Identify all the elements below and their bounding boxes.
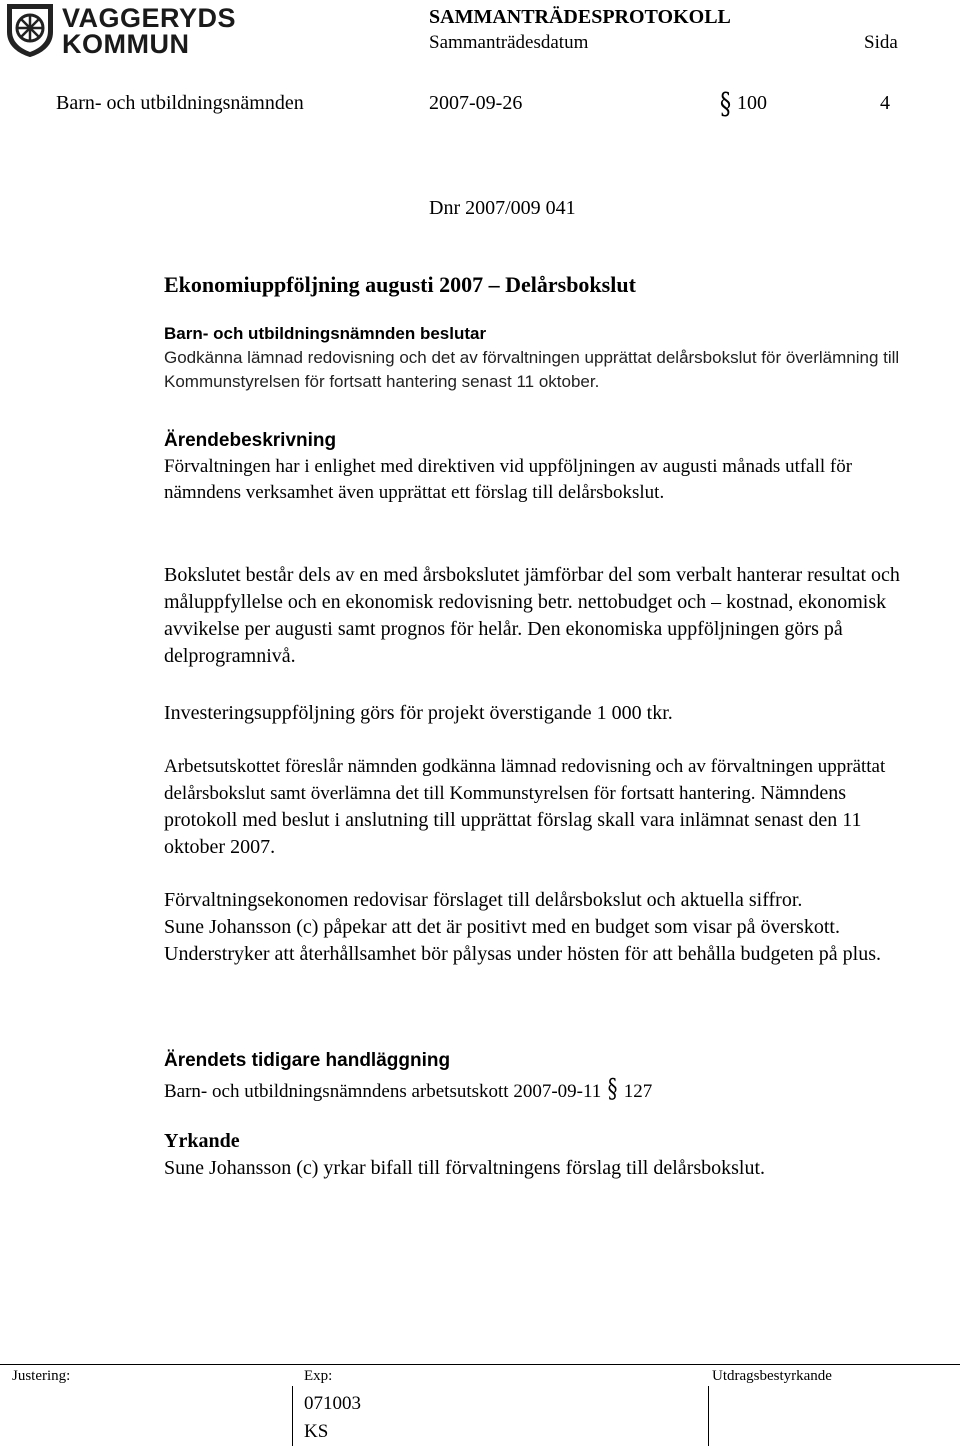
footer-exp: Exp: (304, 1368, 333, 1384)
description-paragraph-4a: Arbetsutskottet föreslår nämnden godkänna lämnad redovisning och av förvaltningen upprättat delårsbokslut samt överlämna det till Kommunstyrelsen för fortsatt hantering. (164, 756, 886, 804)
page-number: 4 (880, 92, 890, 114)
decision-text: Godkänna lämnad redovisning och det av förvaltningen upprättat delårsbokslut för överlämning till Kommunstyrelsen för fortsatt hantering senast 11 oktober. (164, 348, 900, 391)
brand-line-2: KOMMUN (62, 29, 190, 59)
decision-heading: Barn- och utbildningsnämnden beslutar (164, 324, 487, 343)
municipal-coat-of-arms-icon (4, 2, 56, 58)
meeting-date: 2007-09-26 (429, 92, 523, 114)
brand-line-1: VAGGERYDS (62, 3, 237, 33)
page-title: Ekonomiuppföljning augusti 2007 – Delårsbokslut (164, 272, 636, 297)
footer-exp-code: 071003 (304, 1393, 361, 1414)
motion-section (164, 1127, 904, 1182)
description-section (164, 428, 904, 506)
description-paragraph-5b: Sune Johansson (c) påpekar att det är positivt med en budget som visar på överskott. Understryker att återhållsamhet bör pålysas under hösten för att behålla budgeten på plus. (164, 916, 881, 965)
previous-reference: Barn- och utbildningsnämndens arbetsutskott 2007-09-11 (164, 1081, 602, 1102)
doc-type: SAMMANTRÄDESPROTOKOLL (429, 6, 731, 28)
motion-text: Sune Johansson (c) yrkar bifall till förvaltningens förslag till delårsbokslut. (164, 1157, 765, 1179)
page-label: Sida (864, 32, 898, 53)
date-label: Sammanträdesdatum (429, 32, 589, 53)
motion-heading: Yrkande (164, 1130, 240, 1152)
description-paragraph-3: Investeringsuppföljning görs för projekt överstigande 1 000 tkr. (164, 702, 673, 724)
footer-rule (0, 1364, 960, 1365)
description-paragraph-5 (164, 887, 904, 968)
footer-divider-right (708, 1386, 709, 1446)
dnr: Dnr 2007/009 041 (429, 197, 576, 219)
description-paragraph-4b: Nämndens protokoll med beslut i anslutning till upprättat förslag skall vara inlämnat senast den 11 oktober 2007. (164, 782, 862, 858)
footer-justering: Justering: (12, 1368, 71, 1384)
section-number: 100 (737, 92, 767, 114)
previous-section-number: 127 (623, 1081, 653, 1102)
committee-name: Barn- och utbildningsnämnden (56, 92, 304, 114)
previous-section-symbol: § (607, 1074, 618, 1104)
description-paragraph-5a: Förvaltningsekonomen redovisar förslaget till delårsbokslut och aktuella siffror. (164, 889, 803, 911)
description-paragraph-2: Bokslutet består dels av en med årsbokslutet jämförbar del som verbalt hanterar resultat och måluppfyllelse och en ekonomisk redovisning betr. nettobudget och – kostnad, ekonomisk avvikelse per augusti samt prognos för helår. Den ekonomiska uppföljningen görs på delprogramnivå. (164, 564, 900, 667)
previous-text (164, 1074, 904, 1105)
footer-divider-left (292, 1386, 293, 1446)
footer-utdrag: Utdragsbestyrkande (712, 1368, 832, 1384)
footer-exp-initials: KS (304, 1421, 329, 1442)
previous-handling-section (164, 1048, 904, 1105)
description-heading: Ärendebeskrivning (164, 430, 337, 451)
previous-heading: Ärendets tidigare handläggning (164, 1050, 451, 1071)
description-paragraph-1: Förvaltningen har i enlighet med direktiven vid uppföljningen av augusti månads utfall för nämndens verksamhet även upprättat ett förslag till delårsbokslut. (164, 456, 853, 503)
section-symbol: § (719, 87, 732, 122)
decision-section (164, 322, 904, 394)
description-paragraph-4 (164, 754, 904, 861)
